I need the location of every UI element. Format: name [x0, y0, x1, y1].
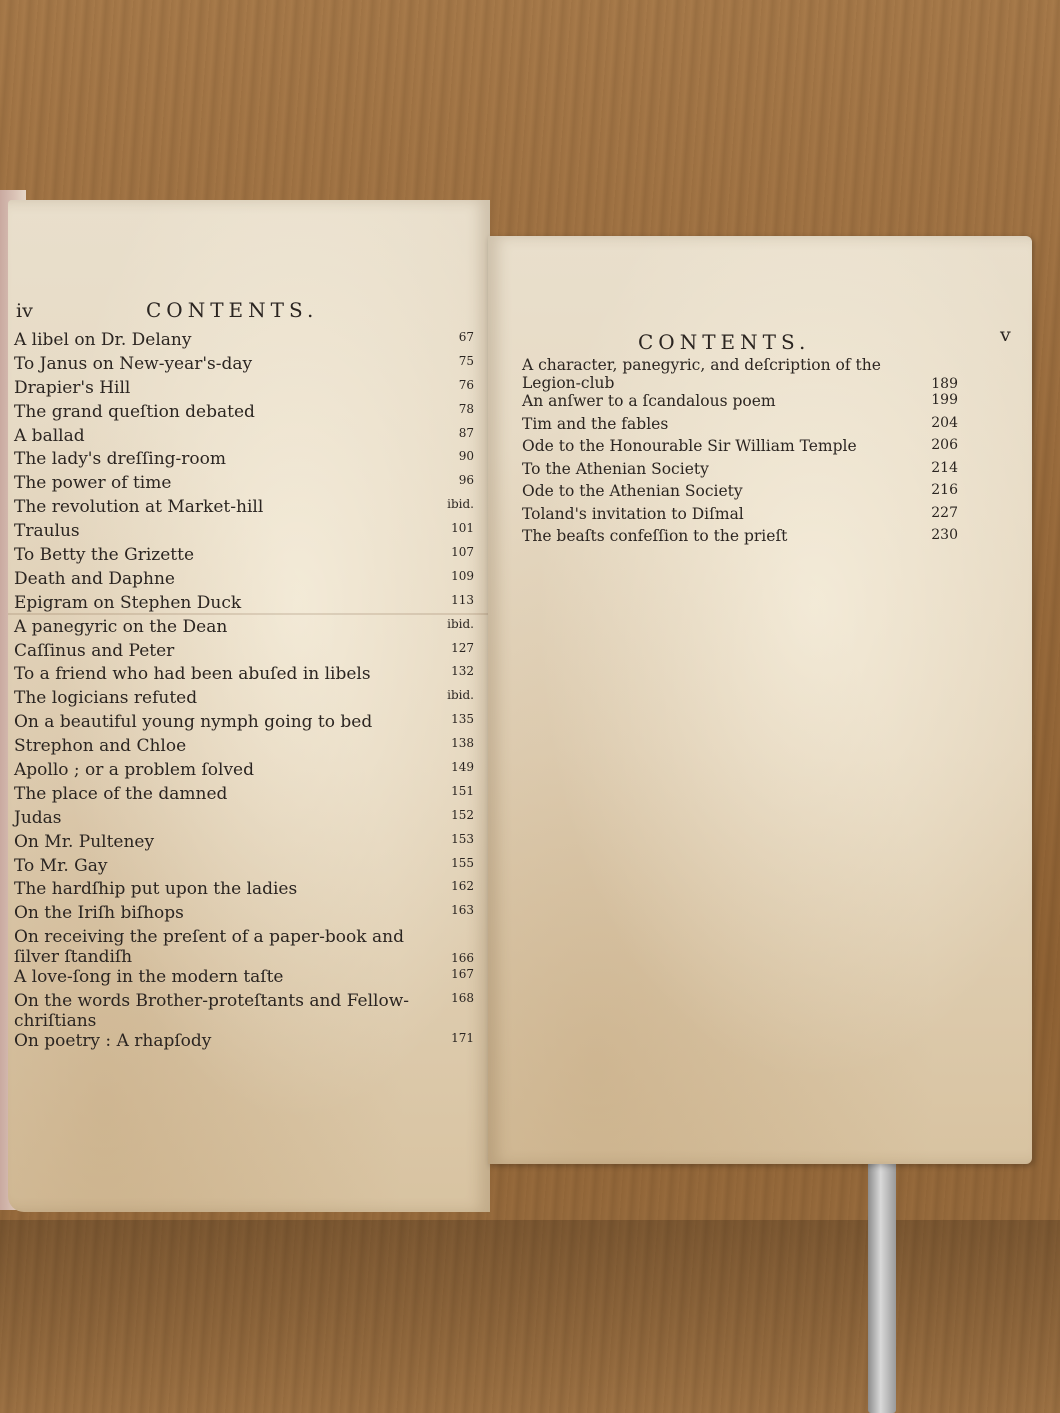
- entry-page: 216: [931, 482, 958, 498]
- list-item: [14, 545, 474, 569]
- entry-title: A love-ſong in the modern taſte: [14, 967, 284, 988]
- entry-page: 132: [451, 664, 474, 679]
- entry-title: To Mr. Gay: [14, 855, 108, 876]
- list-item: [14, 497, 474, 521]
- list-item: [14, 617, 474, 641]
- entry-page: 168: [451, 991, 474, 1006]
- entry-title: Ode to the Honourable Sir William Temple: [522, 437, 857, 455]
- list-item: [522, 505, 958, 528]
- list-item: [14, 330, 474, 354]
- entry-title: Death and Daphne: [14, 568, 175, 589]
- entry-page: 153: [451, 831, 474, 846]
- left-page: [8, 200, 490, 1212]
- entry-page: 75: [458, 353, 474, 368]
- entry-page: 162: [451, 879, 474, 894]
- entry-page: ibid.: [447, 688, 474, 703]
- entry-title: Ode to the Athenian Society: [522, 482, 743, 500]
- table-shadow: [0, 1220, 1060, 1413]
- entry-page: 227: [931, 504, 958, 521]
- list-item: [14, 1031, 474, 1055]
- list-item: [14, 808, 474, 832]
- right-toc-list: [522, 356, 958, 550]
- entry-page: 199: [931, 392, 958, 408]
- entry-page: 127: [451, 640, 474, 655]
- entry-page: 151: [451, 783, 474, 798]
- entry-title: On receiving the preſent of a paper-book and ſilver ſtandiſh: [14, 927, 404, 968]
- list-item: [14, 879, 474, 903]
- entry-title: The revolution at Market-hill: [14, 497, 264, 518]
- list-item: [14, 712, 474, 736]
- entry-title: An anſwer to a ſcandalous poem: [522, 392, 776, 410]
- entry-title: Drapier's Hill: [14, 377, 131, 398]
- entry-title: Strephon and Chloe: [14, 736, 187, 757]
- entry-title: Tim and the fables: [522, 414, 669, 433]
- entry-title: Epigram on Stephen Duck: [14, 592, 242, 613]
- entry-title: The place of the damned: [14, 783, 228, 804]
- entry-title: The beaſts confeſſion to the prieſt: [522, 527, 788, 545]
- entry-page: 135: [451, 712, 474, 727]
- entry-page: ibid.: [447, 616, 474, 631]
- entry-page: ibid.: [447, 497, 474, 512]
- entry-page: 204: [931, 414, 958, 431]
- entry-title: The power of time: [14, 473, 172, 494]
- list-item: [522, 527, 958, 550]
- entry-title: A libel on Dr. Delany: [14, 330, 192, 350]
- entry-title: A character, panegyric, and deſcription of the Legion-club: [522, 356, 881, 392]
- entry-title: Traulus: [14, 521, 80, 542]
- list-item: [14, 832, 474, 856]
- list-item: [14, 927, 474, 967]
- entry-title: To Betty the Grizette: [14, 545, 195, 566]
- entry-title: Caſſinus and Peter: [14, 640, 175, 661]
- entry-page: 67: [458, 330, 474, 344]
- list-item: [14, 593, 474, 617]
- list-item: [14, 784, 474, 808]
- list-item: [522, 482, 958, 505]
- entry-page: 96: [458, 473, 474, 488]
- entry-page: 152: [451, 807, 474, 822]
- entry-page: 107: [451, 545, 474, 560]
- entry-page: 149: [451, 760, 474, 775]
- left-contents-heading: CONTENTS.: [146, 298, 319, 322]
- entry-title: Apollo ; or a problem ſolved: [14, 760, 255, 781]
- right-page-number: v: [1000, 324, 1011, 346]
- entry-title: On the words Brother-proteſtants and Fellow-chriſtians: [14, 991, 410, 1032]
- list-item: [14, 760, 474, 784]
- entry-page: 206: [931, 437, 958, 453]
- entry-page: 90: [458, 449, 474, 464]
- entry-title: A ballad: [14, 425, 85, 446]
- list-item: [14, 449, 474, 473]
- entry-title: The grand queſtion debated: [14, 401, 255, 422]
- list-item: [14, 903, 474, 927]
- left-page-number: iv: [16, 300, 33, 322]
- entry-page: 109: [451, 568, 474, 583]
- list-item: [522, 415, 958, 438]
- right-contents-heading: CONTENTS.: [638, 330, 811, 354]
- entry-page: 230: [931, 527, 958, 543]
- entry-page: 171: [451, 1031, 474, 1046]
- entry-title: On the Iriſh biſhops: [14, 903, 184, 924]
- entry-title: Judas: [14, 807, 62, 828]
- entry-page: 163: [451, 903, 474, 918]
- entry-page: 76: [458, 377, 474, 392]
- list-item: [14, 402, 474, 426]
- entry-title: On poetry : A rhapſody: [14, 1031, 212, 1052]
- entry-title: The logicians refuted: [14, 688, 198, 709]
- entry-page: 189: [931, 376, 958, 392]
- entry-title: A panegyric on the Dean: [14, 616, 228, 637]
- entry-page: 101: [451, 521, 474, 536]
- entry-title: The hardſhip put upon the ladies: [14, 879, 298, 900]
- right-page: [488, 236, 1032, 1164]
- entry-title: On a beautiful young nymph going to bed: [14, 712, 373, 733]
- list-item: [522, 437, 958, 460]
- list-item: [14, 426, 474, 450]
- entry-page: 155: [451, 855, 474, 870]
- left-toc-list: [14, 330, 474, 1055]
- list-item: [14, 569, 474, 593]
- entry-title: To Janus on New-year's-day: [14, 353, 253, 374]
- entry-page: 87: [458, 425, 474, 440]
- list-item: [14, 521, 474, 545]
- entry-title: To the Athenian Society: [522, 459, 709, 478]
- list-item: [14, 378, 474, 402]
- list-item: [522, 392, 958, 415]
- list-item: [522, 356, 958, 392]
- entry-page: 78: [458, 401, 474, 416]
- entry-page: 167: [451, 967, 474, 982]
- list-item: [14, 991, 474, 1031]
- list-item: [14, 354, 474, 378]
- list-item: [14, 664, 474, 688]
- entry-page: 214: [931, 459, 958, 476]
- entry-page: 166: [451, 951, 474, 966]
- list-item: [14, 967, 474, 991]
- entry-title: To a friend who had been abuſed in libels: [14, 664, 371, 685]
- entry-page: 138: [451, 736, 474, 751]
- list-item: [14, 736, 474, 760]
- list-item: [14, 856, 474, 880]
- entry-title: The lady's dreſſing-room: [14, 449, 226, 470]
- entry-title: On Mr. Pulteney: [14, 831, 155, 852]
- entry-page: 113: [451, 592, 474, 607]
- list-item: [14, 688, 474, 712]
- list-item: [14, 473, 474, 497]
- list-item: [522, 460, 958, 483]
- entry-title: Toland's invitation to Diſmal: [522, 504, 744, 523]
- list-item: [14, 641, 474, 665]
